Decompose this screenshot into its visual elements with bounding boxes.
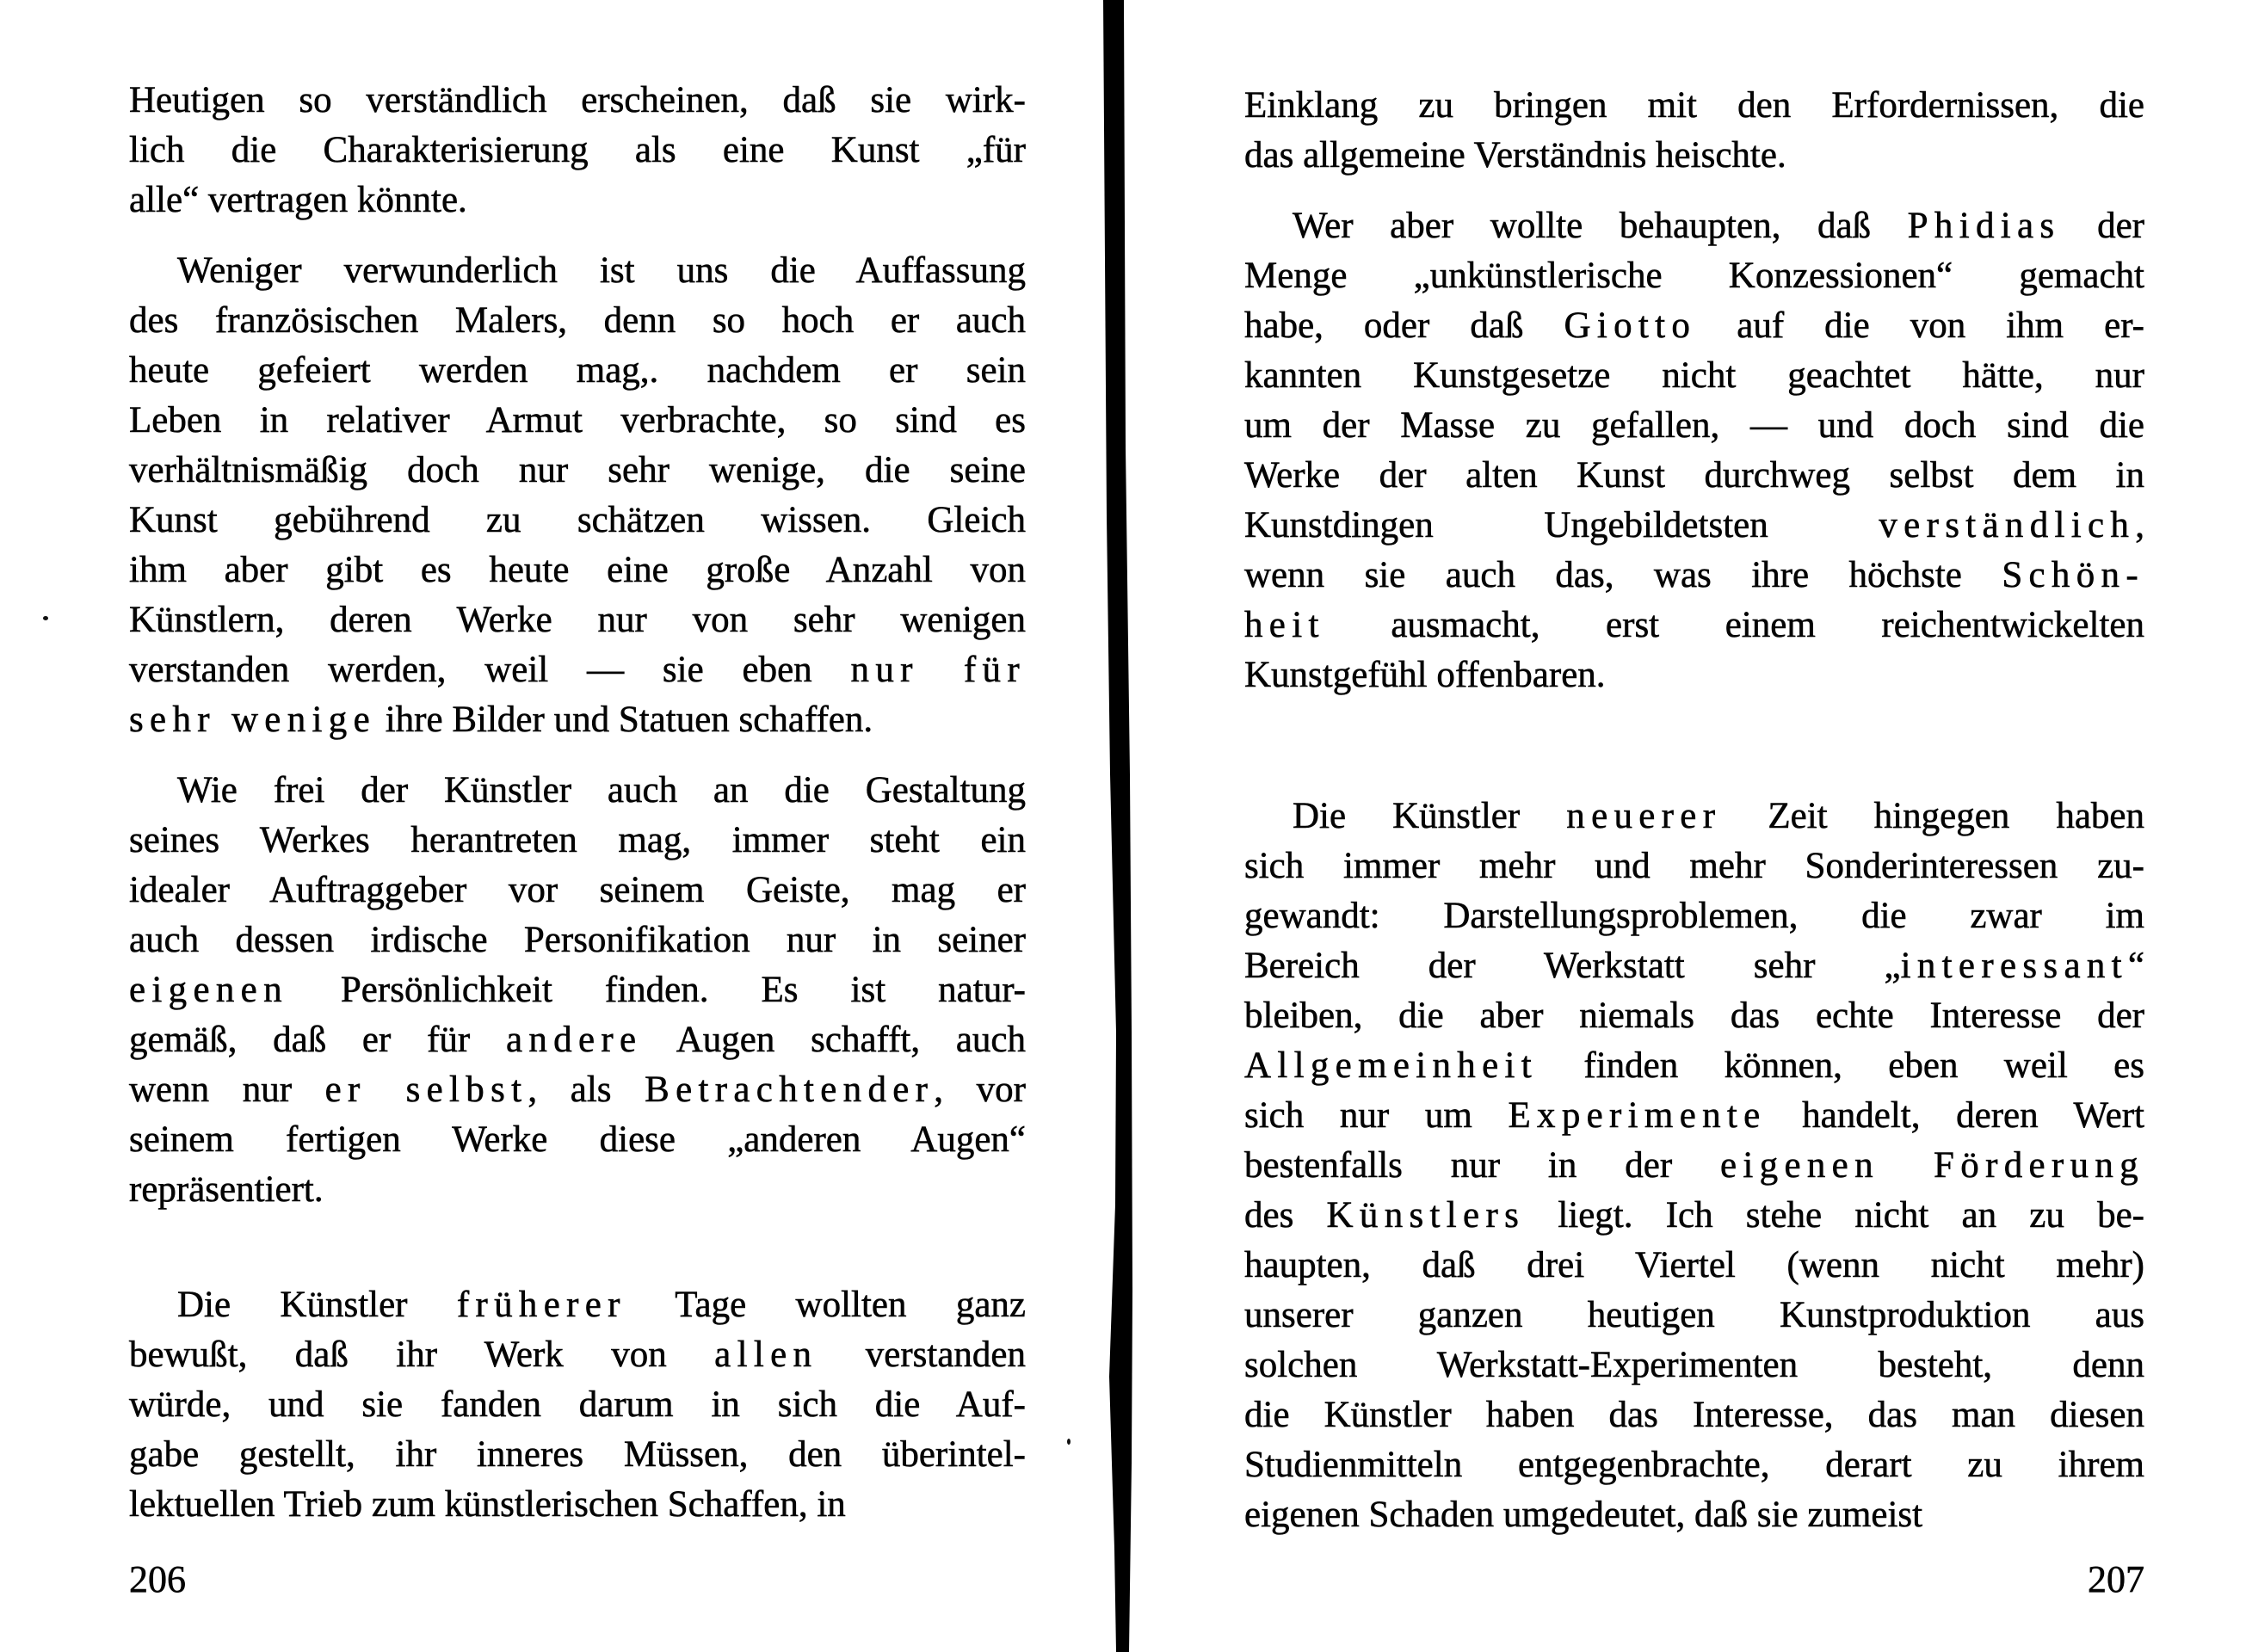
letterspaced-text: Experimente: [1508, 1095, 1767, 1136]
text-run: Kunst gebührend zu schätzen wissen. Gleich: [129, 500, 1026, 540]
letterspaced-text: Betrachtender: [645, 1069, 935, 1110]
left-page: [129, 76, 1026, 1530]
text-line: [1244, 81, 2144, 131]
text-run: Persönlichkeit finden. Es ist natur-: [287, 970, 1026, 1010]
text-line: [129, 446, 1026, 496]
text-line: [129, 496, 1026, 546]
text-line: [1244, 1141, 2144, 1191]
text-run: lektuellen Trieb zum künstlerischen Schaffen, in: [129, 1484, 846, 1525]
letterspaced-text: Allgemeinheit: [1244, 1045, 1539, 1086]
text-run: seinem fertigen Werke diese „anderen Augen“: [129, 1119, 1026, 1160]
text-run: des: [1244, 1195, 1327, 1236]
text-line: [1244, 941, 2144, 991]
text-line: [1244, 1241, 2144, 1291]
text-run: der: [2060, 206, 2144, 246]
text-line: [1244, 251, 2144, 301]
text-run: bleiben, die aber niemals das echte Interesse der: [1244, 996, 2144, 1036]
text-line: [1244, 1041, 2144, 1091]
letterspaced-text: allen: [714, 1335, 818, 1375]
text-run: unserer ganzen heutigen Kunstproduktion aus: [1244, 1295, 2144, 1335]
text-line: [1244, 601, 2144, 650]
text-run: kannten Kunstgesetze nicht geachtet hätte, nur: [1244, 355, 2144, 396]
text-run: verhältnismäßig doch nur sehr wenige, die seine: [129, 450, 1026, 490]
letterspaced-text: Künstlers: [1326, 1195, 1526, 1236]
text-line: [129, 1280, 1026, 1330]
text-run: seines Werkes herantreten mag, immer steht ein: [129, 820, 1026, 860]
text-line: [129, 816, 1026, 866]
text-run: lich die Charakterisierung als eine Kunst „für: [129, 130, 1026, 170]
text-run: bewußt, daß ihr Werk von: [129, 1335, 715, 1375]
text-line: [129, 1015, 1026, 1065]
text-run: Kunstdingen Ungebildetsten: [1244, 505, 1879, 546]
letterspaced-text: eigenen: [129, 970, 288, 1010]
text-line: [1244, 1091, 2144, 1141]
text-line: [129, 1330, 1026, 1380]
text-run: sich immer mehr und mehr Sonderinteressen zu-: [1244, 846, 2144, 886]
text-run: auf die von ihm er-: [1696, 305, 2144, 346]
text-run: das allgemeine Verständnis heischte.: [1244, 135, 1786, 176]
letterspaced-text: andere: [505, 1020, 643, 1060]
text-run: um der Masse zu gefallen, — und doch sind die: [1244, 405, 2144, 446]
letterspaced-text: Giotto: [1564, 305, 1697, 346]
letterspaced-text: verständlich: [1879, 505, 2136, 546]
book-gutter-shadow: [1098, 0, 1136, 1652]
letterspaced-text: er selbst: [324, 1069, 528, 1110]
text-line: [129, 766, 1026, 816]
text-run: liegt. Ich stehe nicht an zu be-: [1525, 1195, 2144, 1236]
text-run: Künstlern, deren Werke nur von sehr wenigen: [129, 600, 1026, 640]
text-run: Die Künstler: [177, 1285, 457, 1325]
paragraph: [129, 766, 1026, 1215]
text-run: wenn sie auch das, was ihre höchste: [1244, 555, 2002, 595]
text-line: [1244, 1490, 2144, 1540]
text-line: [129, 1430, 1026, 1480]
paragraph: [1244, 201, 2144, 700]
text-run: wenn nur: [129, 1069, 325, 1110]
text-run: Einklang zu bringen mit den Erfordernissen, die: [1244, 85, 2144, 126]
text-line: [129, 296, 1026, 346]
letterspaced-text: sehr wenige: [129, 700, 376, 740]
text-line: [1244, 1191, 2144, 1241]
text-run: handelt, deren Wert: [1766, 1095, 2144, 1136]
text-line: [129, 1065, 1026, 1115]
text-line: [129, 346, 1026, 396]
text-line: [1244, 991, 2144, 1041]
letterspaced-text: heit: [1244, 605, 1325, 645]
letterspaced-text: nur für: [850, 650, 1026, 690]
text-run: die Künstler haben das Interesse, das man diesen: [1244, 1395, 2144, 1435]
text-line: [1244, 1440, 2144, 1490]
text-run: des französischen Malers, denn so hoch er auch: [129, 300, 1026, 341]
right-page-number: 207: [2088, 1558, 2144, 1600]
text-run: ,: [2135, 505, 2144, 546]
letterspaced-text: interessant: [1900, 946, 2128, 986]
left-page-number: 206: [129, 1558, 186, 1600]
text-run: Leben in relativer Armut verbrachte, so sind es: [129, 400, 1026, 441]
text-run: eigenen Schaden umgedeutet, daß sie zumeist: [1244, 1495, 1923, 1535]
letterspaced-text: Phidias: [1907, 206, 2061, 246]
text-run: ausmacht, erst einem reichentwickelten: [1324, 605, 2144, 645]
text-line: [129, 645, 1026, 695]
text-line: [1244, 841, 2144, 891]
ink-speck: [43, 616, 48, 620]
text-line: [129, 1380, 1026, 1430]
text-run: sich nur um: [1244, 1095, 1509, 1136]
text-line: [129, 546, 1026, 595]
paragraph: [129, 1280, 1026, 1530]
text-line: [129, 1480, 1026, 1530]
text-run: Heutigen so verständlich erscheinen, daß sie wirk-: [129, 80, 1026, 120]
text-run: solchen Werkstatt-Experimenten besteht, denn: [1244, 1345, 2144, 1385]
text-line: [129, 396, 1026, 446]
text-run: Zeit hingegen haben: [1721, 796, 2144, 836]
paragraph: [129, 246, 1026, 745]
text-run: gemäß, daß er für: [129, 1020, 506, 1060]
text-line: [1244, 301, 2144, 351]
text-run: Werke der alten Kunst durchweg selbst dem in: [1244, 455, 2144, 496]
text-line: [1244, 501, 2144, 551]
text-line: [129, 176, 1026, 225]
text-line: [1244, 1390, 2144, 1440]
text-line: [1244, 201, 2144, 251]
text-run: Kunstgefühl offenbaren.: [1244, 655, 1606, 695]
text-line: [129, 246, 1026, 296]
right-page-text: [1244, 81, 2144, 1540]
text-run: Wer aber wollte behaupten, daß: [1293, 206, 1908, 246]
text-line: [1244, 401, 2144, 451]
text-run: , als: [528, 1069, 645, 1110]
text-run: Weniger verwunderlich ist uns die Auffassung: [177, 250, 1026, 291]
text-line: [129, 126, 1026, 176]
text-line: [129, 965, 1026, 1015]
text-line: [129, 866, 1026, 915]
text-run: haupten, daß drei Viertel (wenn nicht mehr): [1244, 1245, 2144, 1285]
text-run: ihre Bilder und Statuen schaffen.: [375, 700, 873, 740]
text-run: würde, und sie fanden darum in sich die Auf-: [129, 1384, 1026, 1425]
text-line: [129, 695, 1026, 745]
text-run: idealer Auftraggeber vor seinem Geiste, mag er: [129, 870, 1026, 910]
paragraph: [129, 76, 1026, 225]
paragraph: [1244, 792, 2144, 1540]
text-run: finden können, eben weil es: [1538, 1045, 2144, 1086]
text-run: verstanden werden, weil — sie eben: [129, 650, 851, 690]
text-run: Tage wollten ganz: [626, 1285, 1027, 1325]
left-page-text: [129, 76, 1026, 1530]
text-line: [129, 1115, 1026, 1165]
text-run: alle“ vertragen könnte.: [129, 180, 467, 220]
text-run: Wie frei der Künstler auch an die Gestaltung: [177, 770, 1026, 811]
letterspaced-text: neuerer: [1566, 796, 1722, 836]
text-run: auch dessen irdische Personifikation nur in seiner: [129, 920, 1026, 960]
letterspaced-text: früherer: [456, 1285, 626, 1325]
text-line: [1244, 551, 2144, 601]
text-line: [1244, 792, 2144, 841]
text-run: , vor: [934, 1069, 1026, 1110]
text-line: [1244, 1291, 2144, 1341]
text-line: [129, 595, 1026, 645]
ink-speck: [1067, 1439, 1071, 1445]
text-line: [1244, 650, 2144, 700]
text-run: verstanden: [818, 1335, 1026, 1375]
text-line: [129, 76, 1026, 126]
text-line: [1244, 131, 2144, 181]
text-run: Menge „unkünstlerische Konzessionen“ gemacht: [1244, 256, 2144, 296]
text-run: gabe gestellt, ihr inneres Müssen, den überintel-: [129, 1434, 1026, 1475]
text-line: [129, 1165, 1026, 1215]
text-run: heute gefeiert werden mag,. nachdem er sein: [129, 350, 1026, 391]
text-run: habe, oder daß: [1244, 305, 1564, 346]
paragraph: [1244, 81, 2144, 181]
text-run: Bereich der Werkstatt sehr „: [1244, 946, 1901, 986]
text-run: Die Künstler: [1293, 796, 1567, 836]
text-line: [1244, 1341, 2144, 1390]
right-page: [1244, 81, 2144, 1540]
text-line: [1244, 891, 2144, 941]
text-run: ihm aber gibt es heute eine große Anzahl von: [129, 550, 1026, 590]
text-line: [1244, 451, 2144, 501]
letterspaced-text: eigenen Förderung: [1720, 1145, 2144, 1186]
text-run: repräsentiert.: [129, 1169, 324, 1210]
text-run: gewandt: Darstellungsproblemen, die zwar im: [1244, 896, 2144, 936]
text-line: [1244, 351, 2144, 401]
text-run: “: [2127, 946, 2144, 986]
text-line: [129, 915, 1026, 965]
text-run: bestenfalls nur in der: [1244, 1145, 1721, 1186]
text-run: Augen schafft, auch: [642, 1020, 1027, 1060]
text-run: Studienmitteln entgegenbrachte, derart zu ihrem: [1244, 1445, 2144, 1485]
letterspaced-text: Schön-: [2002, 555, 2144, 595]
